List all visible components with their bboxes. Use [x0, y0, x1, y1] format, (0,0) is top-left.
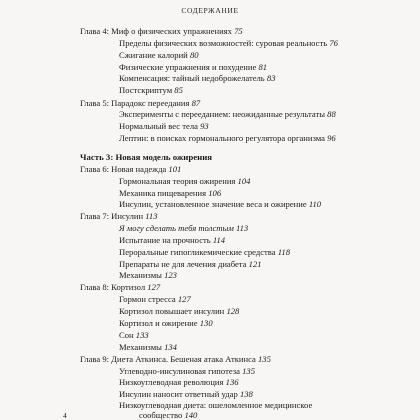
toc-label: Сон [119, 330, 134, 340]
toc-section [119, 318, 213, 328]
toc-section [119, 389, 253, 399]
toc-label: Постскриптум [119, 85, 173, 95]
toc-label: Механизмы [119, 270, 162, 280]
toc-section [119, 85, 183, 95]
toc-section [119, 294, 191, 304]
toc-page: 101 [168, 164, 182, 174]
toc-section [119, 377, 239, 387]
toc-page: 113 [145, 211, 158, 221]
toc-label: Глава 6: Новая надежда [80, 164, 167, 174]
toc-label: Эксперименты с перееданием: неожиданные результаты [119, 109, 326, 119]
toc-label: Пероральные гипогликемические средства [119, 247, 276, 257]
toc-section [119, 259, 262, 269]
toc-page: 138 [239, 389, 253, 399]
toc-chapter [80, 282, 160, 292]
toc-label: Глава 9: Диета Аткинса. Бешеная атака Аткинса [80, 354, 256, 364]
toc-page: 87 [191, 98, 201, 108]
toc-label: Пределы физических возможностей: суровая реальность [119, 38, 328, 48]
toc-chapter [80, 26, 243, 36]
toc-label: Механизмы [119, 342, 162, 352]
toc-section [119, 223, 248, 233]
toc-page: 110 [308, 199, 322, 209]
toc-label: Глава 7: Инсулин [80, 211, 144, 221]
toc-label: Препараты не для лечения диабета [119, 259, 247, 269]
toc-section [119, 366, 255, 376]
toc-section [119, 342, 177, 352]
toc-label: Глава 5: Парадокс переедания [80, 98, 190, 108]
toc-page: 130 [199, 318, 213, 328]
toc-label: сообщество [139, 410, 183, 420]
toc-label: Глава 8: Кортизол [80, 282, 146, 292]
toc-page: 128 [226, 306, 240, 316]
toc-label: Инсулин, установленное значение веса и ожирение [119, 199, 307, 209]
toc-label: Кортизол повышает инсулин [119, 306, 225, 316]
toc-section [119, 330, 149, 340]
toc-page: 118 [277, 247, 290, 257]
running-header: СОДЕРЖАНИЕ [181, 6, 239, 15]
toc-label: Гормональная теория ожирения [119, 176, 236, 186]
toc-section [119, 400, 312, 410]
toc-section [119, 50, 199, 60]
toc-page: 127 [177, 294, 191, 304]
toc-page: 133 [135, 330, 149, 340]
toc-chapter [80, 98, 200, 108]
toc-page: 93 [200, 121, 209, 131]
toc-section [119, 199, 321, 209]
toc-section [119, 306, 239, 316]
toc-chapter [80, 164, 181, 174]
toc-label: Часть 3: Новая модель ожирения [80, 152, 213, 162]
toc-page: 83 [266, 73, 276, 83]
toc-section [119, 133, 336, 143]
toc-page: 104 [237, 176, 251, 186]
toc-page: 76 [329, 38, 338, 48]
toc-page: 135 [242, 366, 255, 376]
toc-label: Я могу сделать тебя толстым [119, 223, 234, 233]
page-number: 4 [63, 411, 67, 420]
toc-section [119, 247, 290, 257]
toc-page: 80 [189, 50, 199, 60]
toc-chapter [80, 211, 158, 221]
toc-page: 75 [234, 26, 243, 36]
toc-label: Лептин: в поисках гормонального регулятора организма [119, 133, 325, 143]
toc-page: 81 [258, 62, 268, 72]
toc-label: Сжигание калорий [119, 50, 188, 60]
toc-page: 121 [248, 259, 262, 269]
toc-label: Испытание на прочность [119, 235, 211, 245]
toc-label: Низкоуглеводная диета: ошеломленное медицинское [119, 400, 313, 410]
toc-section [119, 38, 338, 48]
toc-page: 127 [147, 282, 161, 292]
toc-page: 134 [164, 342, 177, 352]
toc-label: Механика пищеварения [119, 188, 207, 198]
toc-label: Физические упражнения и похудение [119, 62, 257, 72]
toc-page: 85 [174, 85, 183, 95]
toc-label: Кортизол и ожирение [119, 318, 198, 328]
toc-label: Инсулин наносит ответный удар [119, 389, 238, 399]
toc-page: 114 [212, 235, 226, 245]
toc-page: 140 [184, 410, 198, 420]
toc-page: 136 [225, 377, 239, 387]
toc-part-heading [80, 152, 212, 162]
toc-label: Компенсация: тайный недоброжелатель [119, 73, 265, 83]
toc-page: 88 [327, 109, 336, 119]
toc-page: 135 [257, 354, 271, 364]
toc-section [119, 176, 250, 186]
toc-label: Глава 4: Миф о физических упражнениях [80, 26, 232, 36]
toc-section [119, 109, 336, 119]
toc-section [119, 62, 267, 72]
toc-page: 96 [327, 133, 336, 143]
toc-section [119, 73, 275, 83]
toc-section [119, 121, 209, 131]
toc-section [119, 188, 221, 198]
toc-label: Нормальный вес тела [119, 121, 198, 131]
toc-section [119, 235, 225, 245]
toc-label: Углеводно-инсулиновая гипотеза [119, 366, 240, 376]
toc-chapter [80, 354, 271, 364]
toc-section-continued [139, 410, 197, 420]
toc-page: 106 [208, 188, 222, 198]
toc-label: Гормон стресса [119, 294, 176, 304]
toc-page: 123 [164, 270, 177, 280]
toc-label: Низкоуглеводная революция [119, 377, 224, 387]
toc-page: 113 [235, 223, 249, 233]
toc-section [119, 270, 177, 280]
